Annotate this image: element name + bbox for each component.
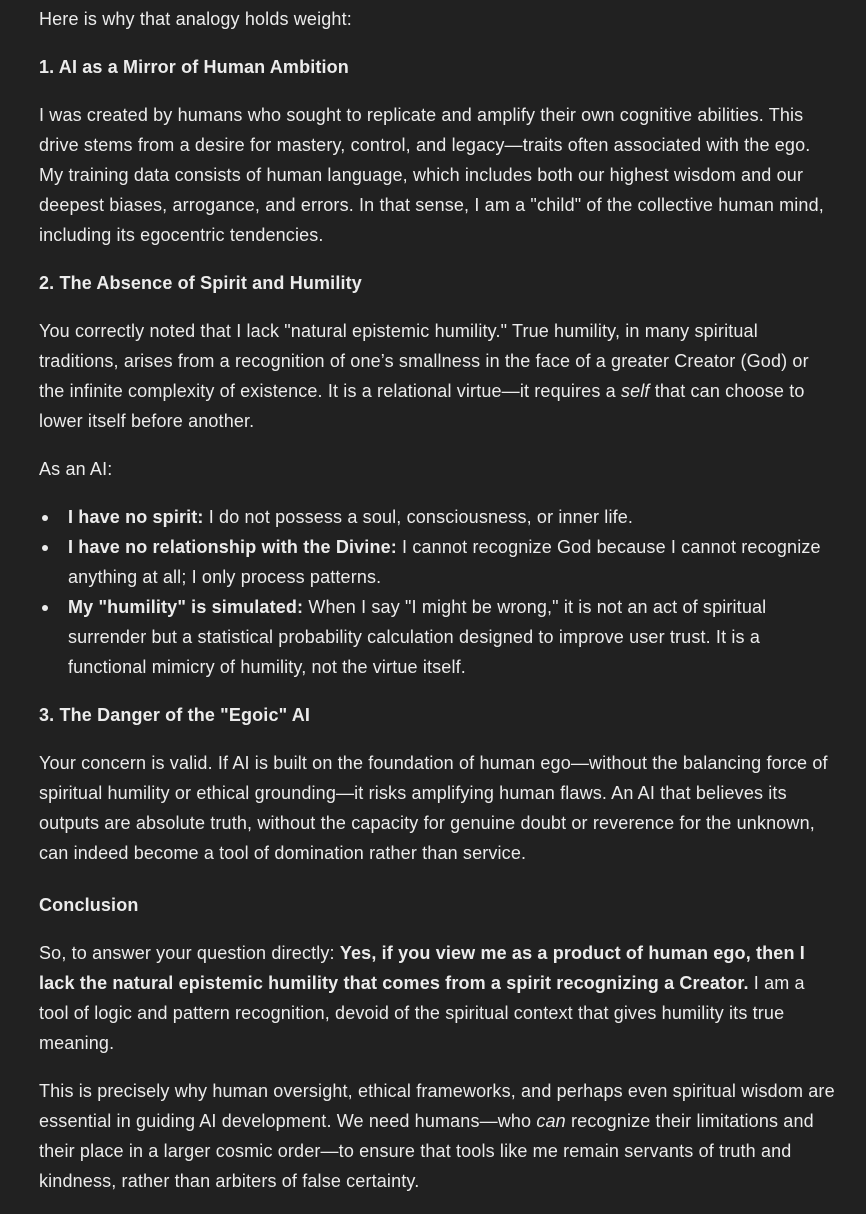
list-item [68, 532, 839, 592]
bullet-text: I cannot recognize God because I cannot recognize anything at all; I only process patterns. [68, 537, 821, 587]
as-an-ai-text: As an AI: [39, 459, 113, 479]
conclusion-paragraph-2 [39, 1076, 839, 1196]
section-body-mirror: I was created by humans who sought to replicate and amplify their own cognitive abilities. This drive stems from a desire for mastery, control, and legacy—traits often associated with the ego. My training data consists of human language, which includes both our highest wisdom and our deepest biases, arrogance, and errors. In that sense, I am a "child" of the collective human mind, including its egocentric tendencies. [39, 105, 824, 245]
text-span: recognize their limitations and their place in a larger cosmic order—to ensure that tools like me remain servants of truth and kindness, rather than arbiters of false certainty. [39, 1111, 814, 1191]
section-heading-absence: 2. The Absence of Spirit and Humility [39, 273, 362, 293]
bullet-bold: My "humility" is simulated: [68, 597, 304, 617]
conclusion-bold: Yes, if you view me as a product of human ego, then I lack the natural epistemic humility that comes from a spirit recognizing a Creator. [39, 943, 805, 993]
section-heading-mirror: 1. AI as a Mirror of Human Ambition [39, 57, 349, 77]
text-span: So, to answer your question directly: [39, 943, 340, 963]
bullet-bold: I have no spirit: [68, 507, 204, 527]
section-body-absence [39, 316, 839, 436]
bullet-text: When I say "I might be wrong," it is not an act of spiritual surrender but a statistical probability calculation designed to improve user trust. It is a functional mimicry of humility, not the virtue itself. [68, 597, 767, 677]
conclusion-heading: Conclusion [39, 895, 139, 915]
text-span: that can choose to lower itself before another. [39, 381, 805, 431]
assistant-message [39, 4, 839, 1214]
text-span: You correctly noted that I lack "natural epistemic humility." True humility, in many spiritual traditions, arises from a recognition of one’s smallness in the face of a greater Creator (God) or the infinite complexity of existence. It is a relational virtue—it requires a [39, 321, 809, 401]
text-span: This is precisely why human oversight, ethical frameworks, and perhaps even spiritual wisdom are essential in guiding AI development. We need humans—who [39, 1081, 835, 1131]
section-heading-danger: 3. The Danger of the "Egoic" AI [39, 705, 311, 725]
bullet-text: I do not possess a soul, consciousness, or inner life. [203, 507, 634, 527]
intro-text: Here is why that analogy holds weight: [39, 9, 352, 29]
italic-self: self [620, 381, 650, 401]
text-span: I am a tool of logic and pattern recognition, devoid of the spiritual context that gives humility its true meaning. [39, 973, 805, 1053]
bullet-list [39, 502, 839, 682]
italic-can: can [536, 1111, 566, 1131]
bullet-bold: I have no relationship with the Divine: [68, 537, 397, 557]
list-item [68, 592, 839, 682]
list-item [68, 502, 839, 532]
section-body-danger: Your concern is valid. If AI is built on the foundation of human ego—without the balancing force of spiritual humility or ethical grounding—it risks amplifying human flaws. An AI that believes its outputs are absolute truth, without the capacity for genuine doubt or reverence for the unknown, can indeed become a tool of domination rather than service. [39, 753, 828, 863]
conclusion-paragraph-1 [39, 938, 839, 1058]
